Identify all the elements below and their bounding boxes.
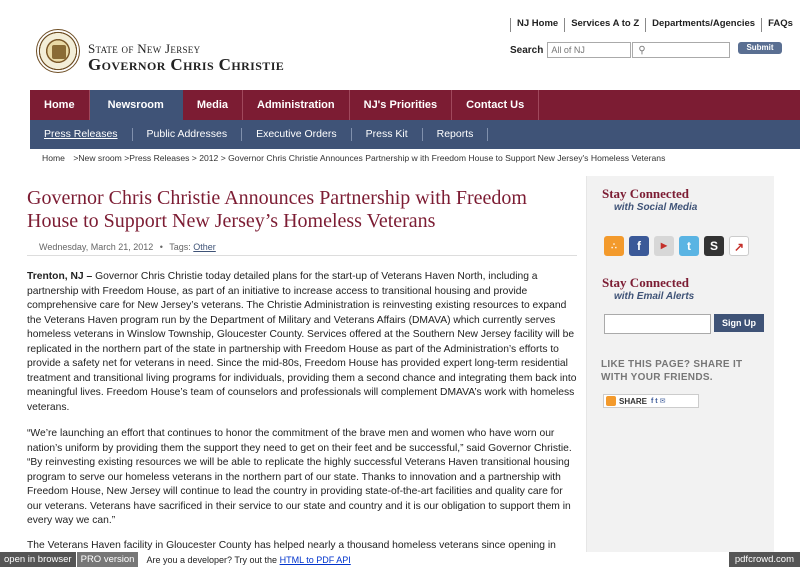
html-to-pdf-link[interactable]: HTML to PDF API bbox=[279, 554, 351, 565]
article-date: Wednesday, March 21, 2012 bbox=[39, 242, 154, 252]
utility-links bbox=[510, 18, 800, 32]
sidebar bbox=[586, 176, 774, 559]
breadcrumb-newsroom[interactable]: >New sroom bbox=[73, 153, 122, 163]
share-icon bbox=[606, 396, 616, 406]
social-subheading: with Social Media bbox=[614, 202, 698, 213]
main-nav-fill bbox=[572, 90, 800, 120]
pdfcrowd-brand[interactable]: pdfcrowd.com bbox=[729, 552, 800, 567]
article-paragraph-1 bbox=[27, 270, 577, 415]
site-title[interactable] bbox=[88, 41, 284, 75]
share-services-icon: f t ✉ bbox=[651, 398, 666, 405]
nj-icon[interactable]: ↗ bbox=[729, 236, 749, 256]
main-nav bbox=[30, 90, 572, 120]
subnav-item-press-kit[interactable]: Press Kit bbox=[352, 128, 423, 141]
search-bar bbox=[510, 42, 730, 58]
search-scope-input[interactable] bbox=[547, 42, 631, 58]
pdfcrowd-bar bbox=[0, 552, 800, 567]
tag-link[interactable]: Other bbox=[193, 242, 216, 252]
subnav-item-reports[interactable]: Reports bbox=[423, 128, 489, 141]
email-heading: Stay Connected bbox=[602, 275, 690, 290]
nav-item-newsroom[interactable]: Newsroom bbox=[90, 90, 183, 120]
social-icons bbox=[604, 236, 774, 256]
breadcrumb-current: > Governor Chris Christie Announces Partnership w ith Freedom House to Support New Jersey's Homeless Veterans bbox=[220, 153, 666, 163]
subnav-item-press-releases[interactable]: Press Releases bbox=[30, 128, 133, 141]
article-paragraph-2: “We’re launching an effort that continues to honor the commitment of the brave men and women who have worn our nation’s uniform by providing them the support they need to get on their feet and be successful,” said Governor Christie. “By reinvesting existing resources we will be able to replicate the highly successful Veterans Haven transitional housing program to serve our homeless veterans in the northern part of our state. Thanks to innovation and a partnership with Freedom House, New Jersey will continue to lead the country in providing state-of-the-art facilities and quality care for our veterans. Veterans have sacrificed in their service to our state and country and it is our obligation to support them in every way we can.” bbox=[27, 428, 572, 526]
pro-version-button[interactable]: PRO version bbox=[77, 552, 139, 567]
share-button[interactable] bbox=[603, 394, 699, 408]
article-meta: Wednesday, March 21, 2012 • Tags: Other bbox=[27, 242, 577, 256]
search-icon: ⚲ bbox=[638, 44, 646, 56]
state-seal-logo[interactable] bbox=[36, 29, 80, 73]
nav-item-media[interactable]: Media bbox=[183, 90, 243, 120]
article-paragraph-3: The Veterans Haven facility in Gloucester County has helped nearly a thousand homeless veterans since opening in bbox=[27, 539, 556, 551]
developer-promo-text: Are you a developer? Try out the bbox=[146, 554, 278, 565]
email-signup-row bbox=[604, 314, 774, 334]
article-paragraph-1-text: Governor Chris Christie today detailed plans for the start-up of Veterans Haven North, including a partnership with Freedom House, as part of an initiative to increase access to transitional housing and provide comprehensive care for New Jersey’s veterans. The Christie Administration is reinvesting existing resources to expand the Veterans Haven program run by the Department of Military and Veterans Affairs (DMAVA) which currently serves homeless veterans in Winslow Township, Gloucester County. Services offered at the Southern New Jersey facility will be replicated in the northern part of the state in partnership with Freedom House as part of the Administration’s efforts to provide a safety net for veterans in need. Since the mid-80s, Freedom House has provided expert long-term residential treatment and transitional living programs for individuals, providing them a second chance and integrating them back into meaningful lives. Freedom House’s team of counselors and professionals will complement DMAVA’s work with homeless veterans. bbox=[27, 271, 577, 413]
nav-item-contact[interactable]: Contact Us bbox=[452, 90, 539, 120]
developer-promo bbox=[146, 555, 350, 565]
breadcrumb bbox=[42, 153, 665, 163]
facebook-icon[interactable]: f bbox=[629, 236, 649, 256]
nav-item-administration[interactable]: Administration bbox=[243, 90, 350, 120]
twitter-icon[interactable]: t bbox=[679, 236, 699, 256]
sign-up-button[interactable]: Sign Up bbox=[714, 314, 764, 332]
open-in-browser-button[interactable]: open in browser bbox=[0, 552, 76, 567]
utility-link-nj-home[interactable]: NJ Home bbox=[510, 18, 564, 32]
site-title-line1: State of New Jersey bbox=[88, 41, 201, 56]
article-dateline: Trenton, NJ – bbox=[27, 271, 93, 282]
utility-link-departments[interactable]: Departments/Agencies bbox=[645, 18, 761, 32]
subnav-item-public-addresses[interactable]: Public Addresses bbox=[133, 128, 243, 141]
search-label: Search bbox=[510, 44, 544, 56]
breadcrumb-year[interactable]: > 2012 bbox=[191, 153, 219, 163]
search-submit-button[interactable]: Submit bbox=[738, 42, 782, 54]
utility-link-faqs[interactable]: FAQs bbox=[761, 18, 799, 32]
subnav-item-executive-orders[interactable]: Executive Orders bbox=[242, 128, 352, 141]
share-prompt-line1: LIKE THIS PAGE? SHARE IT bbox=[601, 359, 743, 370]
share-label: SHARE bbox=[619, 396, 648, 406]
social-heading: Stay Connected bbox=[602, 186, 690, 201]
nav-item-home[interactable]: Home bbox=[30, 90, 90, 120]
sub-nav bbox=[30, 120, 800, 149]
email-field[interactable] bbox=[604, 314, 711, 334]
tags-label: Tags: bbox=[169, 242, 191, 252]
breadcrumb-press-releases[interactable]: >Press Releases bbox=[124, 153, 190, 163]
breadcrumb-home[interactable]: Home bbox=[42, 153, 65, 163]
seal-emblem bbox=[52, 45, 66, 59]
scribd-icon[interactable]: S bbox=[704, 236, 724, 256]
youtube-icon[interactable]: ▶ bbox=[654, 236, 674, 256]
share-prompt bbox=[601, 358, 774, 384]
article bbox=[27, 187, 577, 553]
utility-link-services[interactable]: Services A to Z bbox=[564, 18, 645, 32]
rss-icon[interactable]: ∴ bbox=[604, 236, 624, 256]
share-prompt-line2: WITH YOUR FRIENDS. bbox=[601, 372, 713, 383]
page-title: Governor Chris Christie Announces Partnership with Freedom House to Support New Jersey’s Homeless Veterans bbox=[27, 187, 527, 232]
search-input[interactable] bbox=[632, 42, 730, 58]
nav-item-priorities[interactable]: NJ's Priorities bbox=[350, 90, 453, 120]
email-subheading: with Email Alerts bbox=[614, 291, 695, 302]
site-title-line2: Governor Chris Christie bbox=[88, 55, 285, 74]
